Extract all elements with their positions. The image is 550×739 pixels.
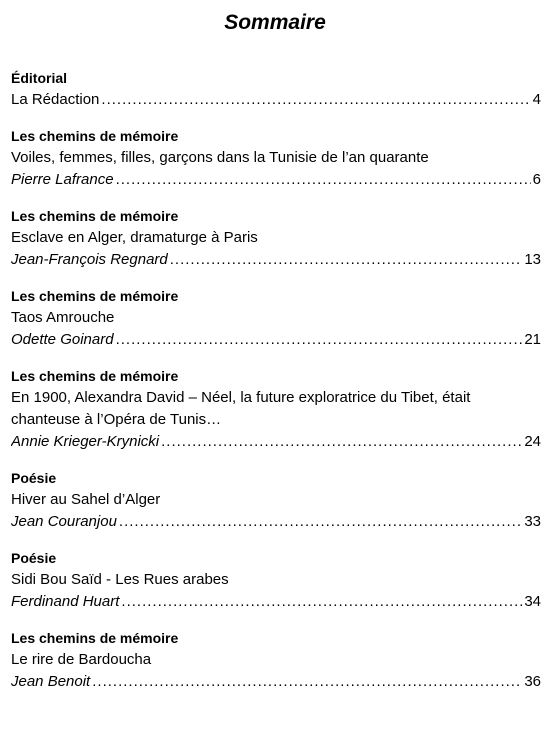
page-number: 6 <box>532 171 541 188</box>
toc-section <box>11 366 541 453</box>
page-title: Sommaire <box>224 11 326 34</box>
page-number: 34 <box>524 593 541 610</box>
page-number: 13 <box>524 251 541 268</box>
table-of-contents <box>11 68 541 708</box>
author-name: Jean Benoit <box>11 673 91 690</box>
article-title: Taos Amrouche <box>11 309 115 326</box>
dot-leader <box>161 431 522 453</box>
toc-entry[interactable] <box>11 511 541 533</box>
dot-leader <box>92 671 522 693</box>
toc-section <box>11 126 541 191</box>
article-title: Voiles, femmes, filles, garçons dans la Tunisie de l’an quarante <box>11 149 429 166</box>
toc-section-editorial <box>11 68 541 111</box>
toc-entry[interactable] <box>11 329 541 351</box>
toc-entry[interactable] <box>11 591 541 613</box>
article-title: Esclave en Alger, dramaturge à Paris <box>11 229 258 246</box>
dot-leader <box>116 329 523 351</box>
author-name: Jean Couranjou <box>11 513 117 530</box>
author-name: La Rédaction <box>11 91 100 108</box>
author-name: Annie Krieger-Krynicki <box>11 433 160 450</box>
dot-leader <box>170 249 523 271</box>
toc-entry[interactable] <box>11 671 541 693</box>
author-name: Ferdinand Huart <box>11 593 120 610</box>
toc-section <box>11 468 541 533</box>
toc-section <box>11 628 541 693</box>
article-title: Sidi Bou Saïd - Les Rues arabes <box>11 571 229 588</box>
article-title: En 1900, Alexandra David – Néel, la future exploratrice du Tibet, était chanteuse à l’Opéra de Tunis… <box>11 389 471 428</box>
toc-section <box>11 286 541 351</box>
article-title: Hiver au Sahel d’Alger <box>11 491 161 508</box>
dot-leader <box>101 89 530 111</box>
author-name: Odette Goinard <box>11 331 114 348</box>
section-heading: Les chemins de mémoire <box>11 630 179 646</box>
dot-leader <box>116 169 531 191</box>
author-name: Pierre Lafrance <box>11 171 114 188</box>
section-heading: Les chemins de mémoire <box>11 288 179 304</box>
author-name: Jean-François Regnard <box>11 251 168 268</box>
page-number: 4 <box>532 91 541 108</box>
toc-entry[interactable] <box>11 89 541 111</box>
dot-leader <box>121 591 522 613</box>
page-number: 24 <box>524 433 541 450</box>
section-heading: Poésie <box>11 470 57 486</box>
section-heading: Poésie <box>11 550 57 566</box>
article-title: Le rire de Bardoucha <box>11 651 152 668</box>
toc-section <box>11 548 541 613</box>
dot-leader <box>119 511 522 533</box>
section-heading: Éditorial <box>11 70 68 86</box>
section-heading: Les chemins de mémoire <box>11 368 179 384</box>
toc-section <box>11 206 541 271</box>
section-heading: Les chemins de mémoire <box>11 208 179 224</box>
page-number: 21 <box>524 331 541 348</box>
page-number: 36 <box>524 673 541 690</box>
section-heading: Les chemins de mémoire <box>11 128 179 144</box>
page-number: 33 <box>524 513 541 530</box>
toc-entry[interactable] <box>11 431 541 453</box>
toc-entry[interactable] <box>11 249 541 271</box>
toc-entry[interactable] <box>11 169 541 191</box>
